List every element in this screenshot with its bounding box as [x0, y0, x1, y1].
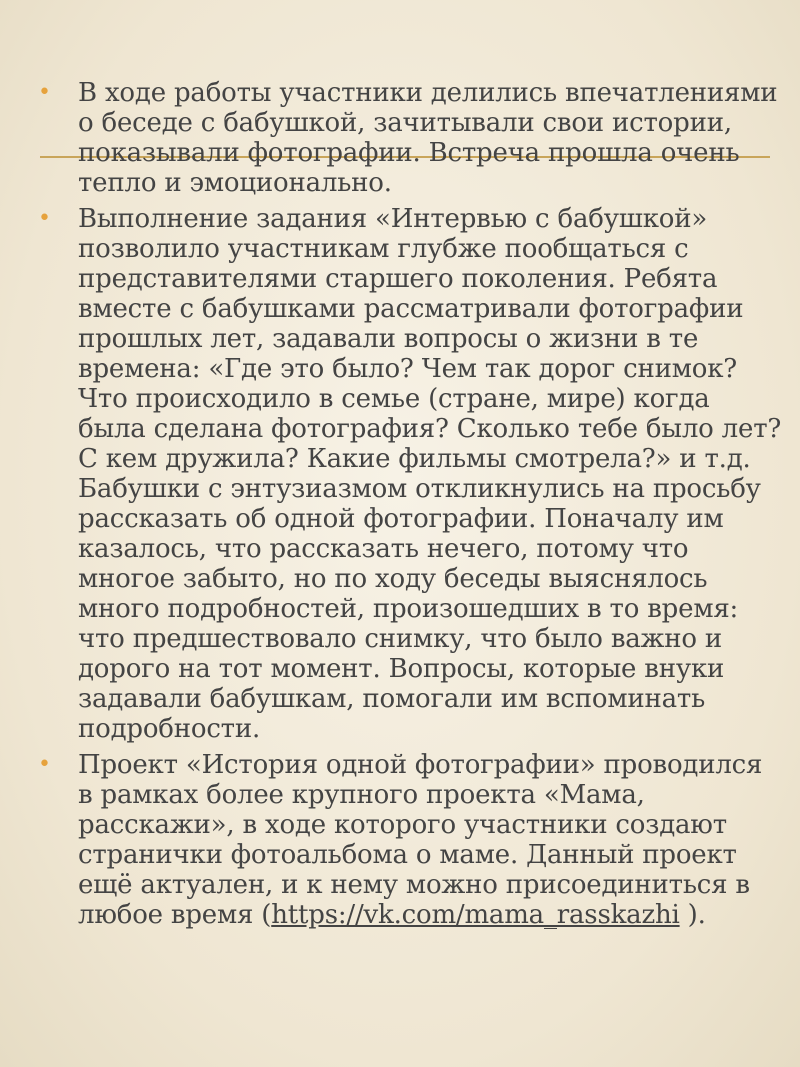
- paragraph-3-text-after: ).: [679, 900, 706, 930]
- bullet-icon: •: [38, 752, 51, 777]
- vk-link[interactable]: https://vk.com/mama_rasskazhi: [271, 900, 680, 930]
- paragraph-2-text: Выполнение задания «Интервью с бабушкой» позволило участникам глубже пообщаться с представителями старшего поколения. Ребята вместе с бабушками рассматривали фотографии прошлых лет, задавали вопросы о жизни в те времена: «Где это было? Чем так дорог снимок? Что происходило в семье (стране, мире) когда была сделана фотография? Сколько тебе было лет? С кем дружила? Какие фильмы смотрела?» и т.д. Бабушки с энтузиазмом откликнулись на просьбу рассказать об одной фотографии. Поначалу им казалось, что рассказать нечего, потому что многое забыто, но по ходу беседы выяснялось много подробностей, произошедших в то время: что предшествовало снимку, что было важно и дорого на тот момент. Вопросы, которые внуки задавали бабушкам, помогали им вспоминать подробности.: [78, 204, 782, 744]
- paragraph-1-text: В ходе работы участники делились впечатлениями о беседе с бабушкой, зачитывали свои истории, показывали фотографии. Встреча прошла очень тепло и эмоционально.: [78, 78, 778, 198]
- paragraph-3: [38, 750, 783, 930]
- paragraph-3-text-before: Проект «История одной фотографии» проводился в рамках более крупного проекта «Мама, расскажи», в ходе которого участники создают странички фотоальбома о маме. Данный проект ещё актуален, и к нему можно присоединиться в любое время (: [78, 750, 763, 930]
- paragraph-1: [38, 78, 783, 198]
- slide-body: [38, 78, 783, 936]
- bullet-icon: •: [38, 206, 51, 231]
- paragraph-2: [38, 204, 783, 744]
- bullet-icon: •: [38, 80, 51, 105]
